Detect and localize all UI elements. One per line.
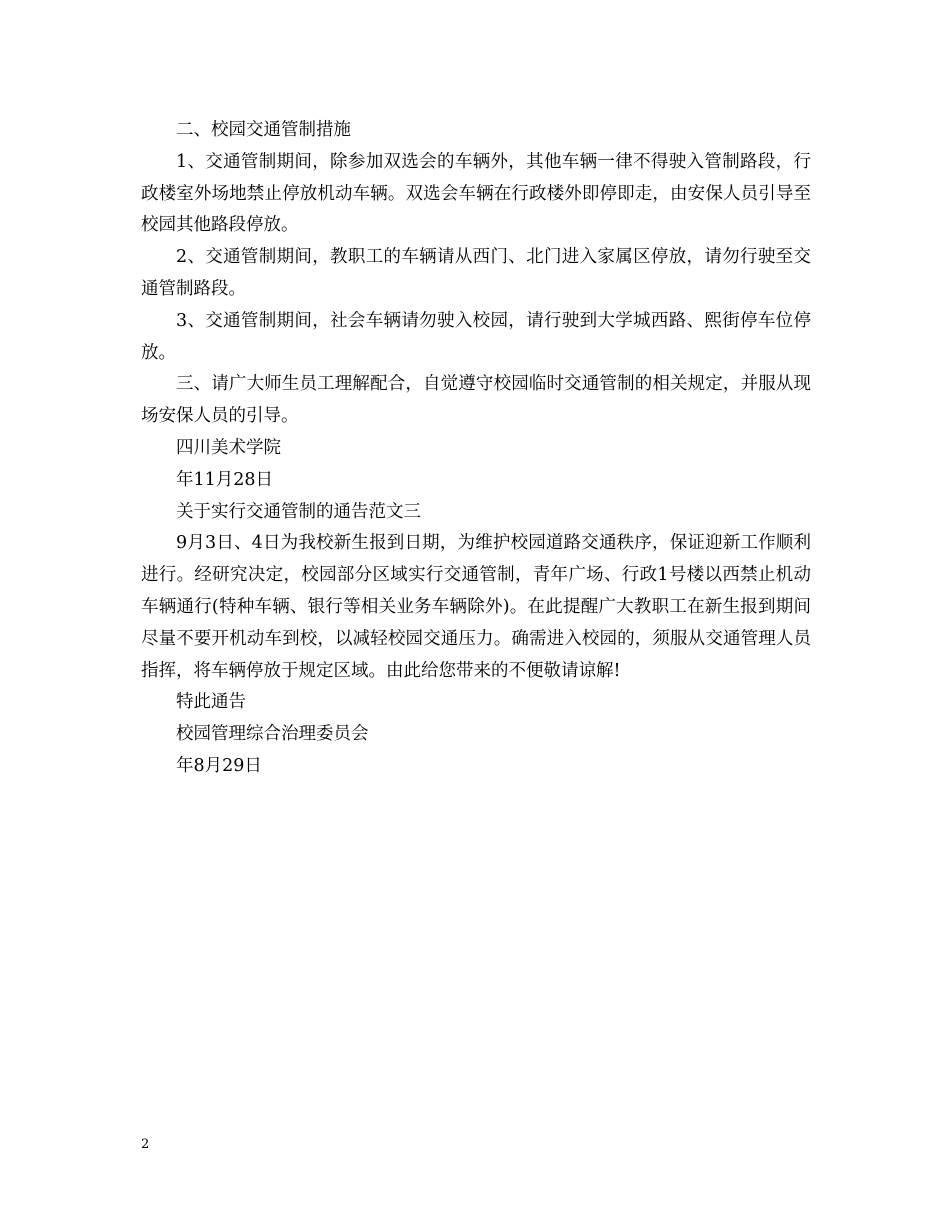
notice-title-three: 关于实行交通管制的通告范文三: [176, 501, 421, 522]
measure-1-paragraph: 1、交通管制期间，除参加双选会的车辆外，其他车辆一律不得驶入管制路段，行政楼室外场地禁止停放机动车辆。双选会车辆在行政楼外即停即走，由安保人员引导至校园其他路段停放。: [141, 151, 811, 236]
document-body: [141, 115, 811, 783]
page-number: 2: [141, 1137, 150, 1152]
notice-three-body: 9月3日、4日为我校新生报到日期，为维护校园道路交通秩序，保证迎新工作顺利进行。经研究决定，校园部分区域实行交通管制，青年广场、行政1号楼以西禁止机动车辆通行(特种车辆、银行等相关业务车辆除外)。在此提醒广大教职工在新生报到期间尽量不要开机动车到校，以减轻校园交通压力。确需进入校园的，须服从交通管理人员指挥，将车辆停放于规定区域。由此给您带来的不便敬请谅解!: [141, 533, 811, 681]
section-three-paragraph: 三、请广大师生员工理解配合，自觉遵守校园临时交通管制的相关规定，并服从现场安保人员的引导。: [141, 374, 811, 427]
committee-name: 校园管理综合治理委员会: [176, 724, 369, 745]
measure-2-paragraph: 2、交通管制期间，教职工的车辆请从西门、北门进入家属区停放，请勿行驶至交通管制路段。: [141, 247, 811, 299]
section-heading-traffic-measures: 二、校园交通管制措施: [176, 120, 351, 140]
notice-date: 年8月29日: [176, 755, 262, 776]
measure-3-paragraph: 3、交通管制期间，社会车辆请勿驶入校园，请行驶到大学城西路、熙街停车位停放。: [141, 310, 811, 363]
notice-closing: 特此通告: [176, 692, 246, 713]
issuer-name: 四川美术学院: [176, 437, 281, 458]
issue-date: 年11月28日: [176, 469, 274, 490]
